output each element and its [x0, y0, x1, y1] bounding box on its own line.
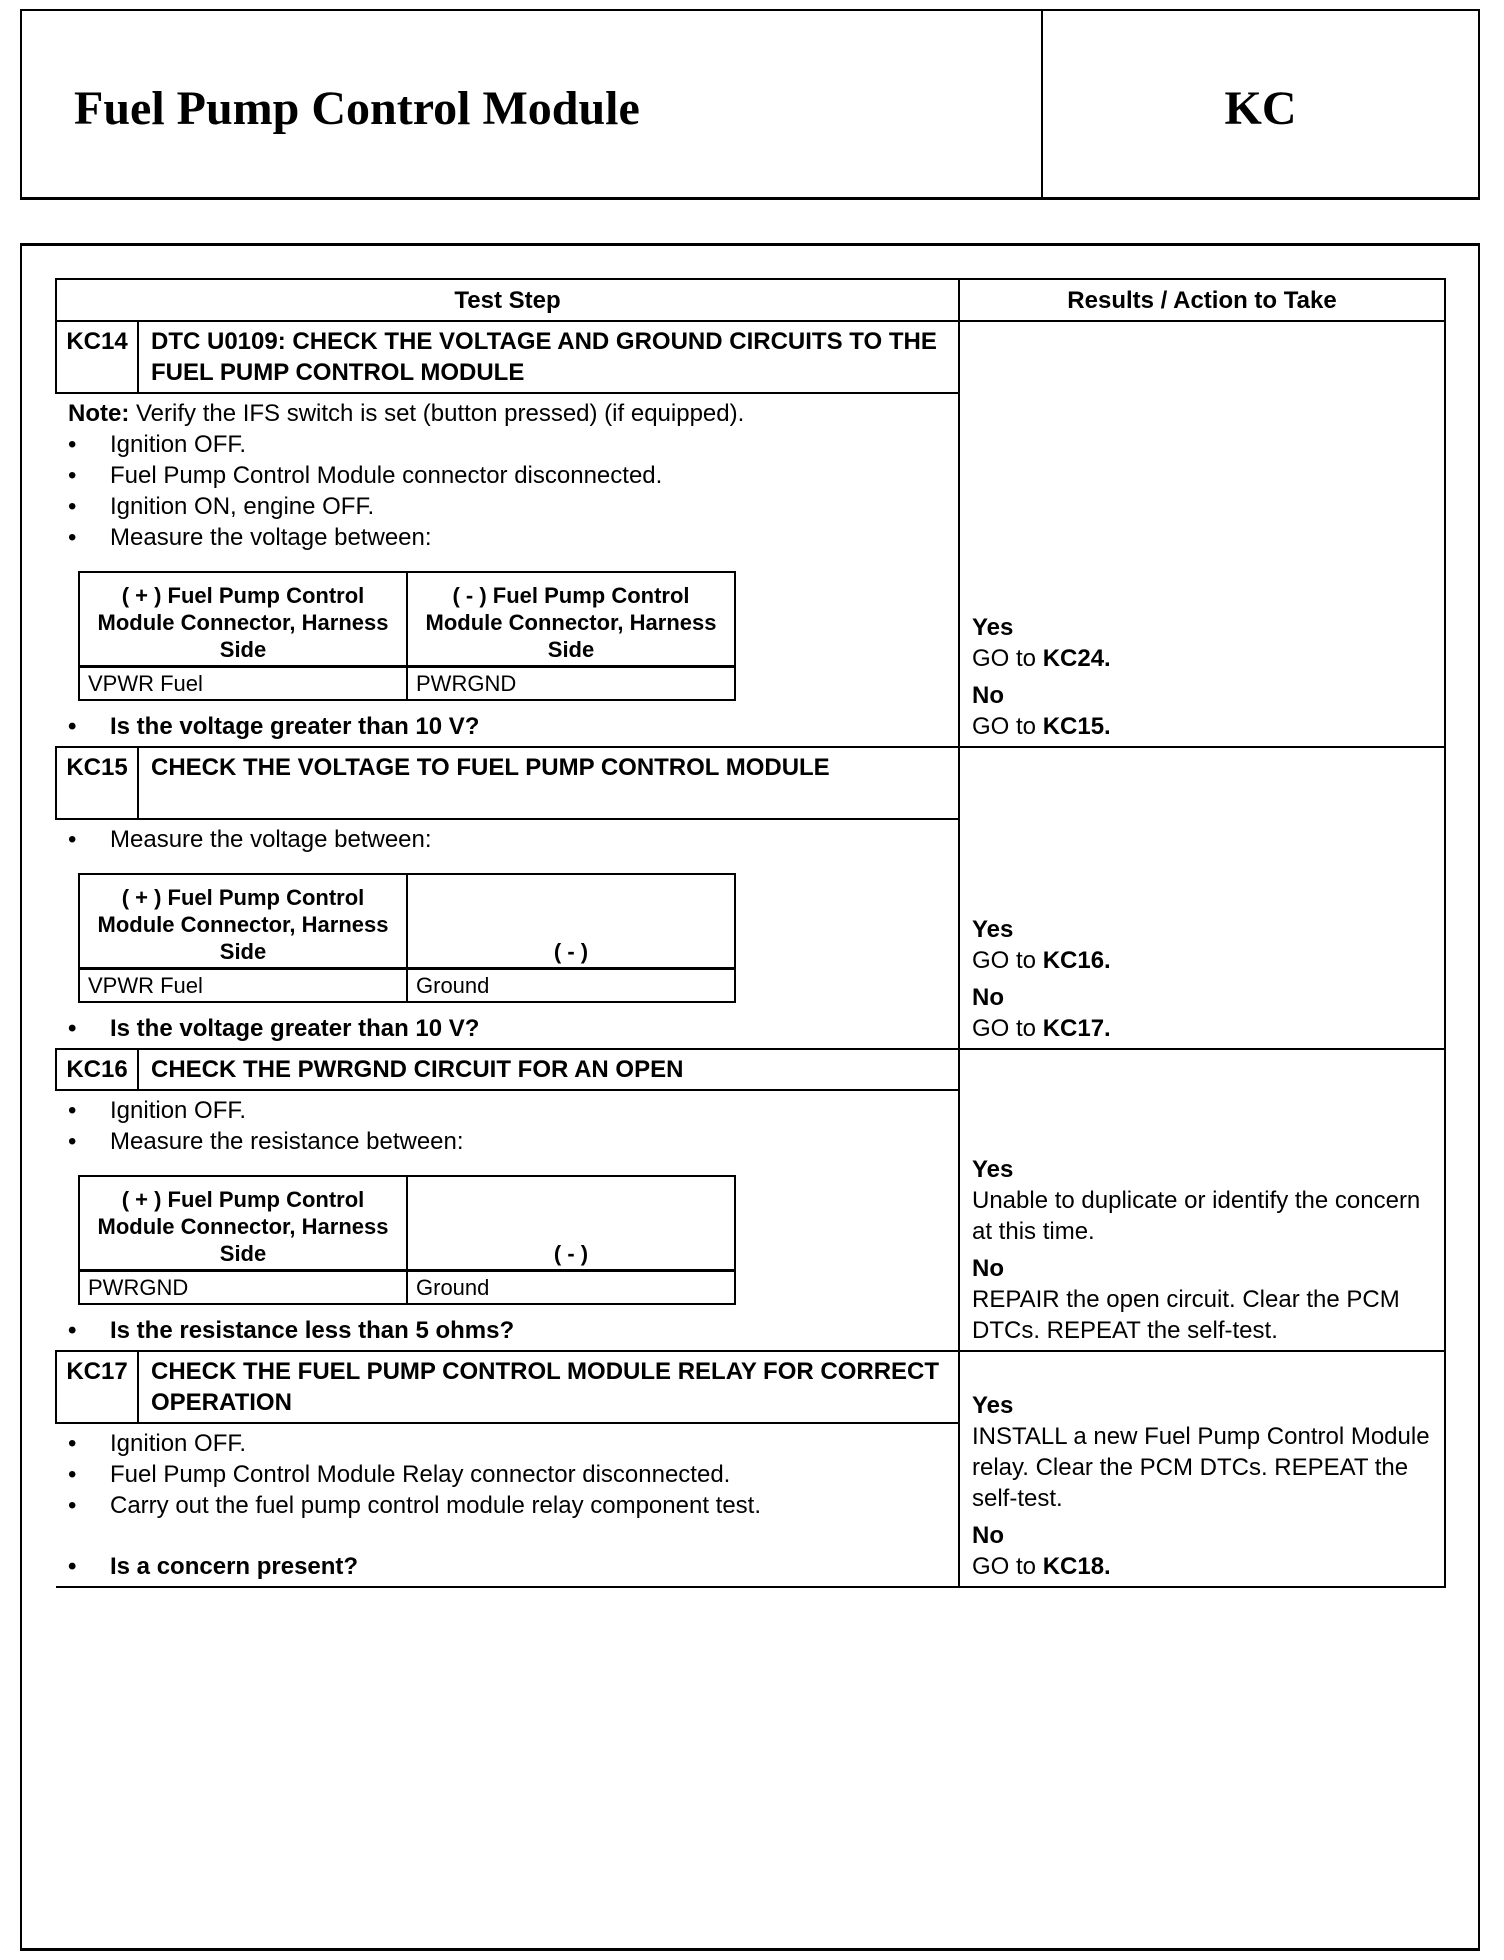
question-text: Is the resistance less than 5 ohms? — [110, 1317, 515, 1344]
bullet-icon: • — [68, 1128, 77, 1155]
question-text: Is a concern present? — [110, 1553, 359, 1580]
bullet-icon: • — [68, 1015, 77, 1042]
step-id: KC14 — [56, 321, 138, 393]
question-text: Is the voltage greater than 10 V? — [110, 713, 480, 740]
list-item — [68, 429, 948, 460]
list-item-text: Fuel Pump Control Module Relay connector disconnected. — [110, 1461, 731, 1488]
bullet-icon: • — [68, 1492, 77, 1519]
bullet-list — [68, 1095, 948, 1157]
step-results — [959, 1049, 1445, 1351]
measurement-table — [78, 571, 736, 701]
positive-header: ( + ) Fuel Pump Control Module Connector, Harness Side — [79, 572, 407, 667]
page-header — [20, 9, 1480, 200]
step-results — [959, 1351, 1445, 1587]
col-test-step: Test Step — [56, 279, 959, 321]
question — [68, 711, 948, 742]
negative-value: Ground — [407, 1271, 735, 1305]
no-label: No — [972, 1255, 1004, 1282]
bullet-icon: • — [68, 826, 77, 853]
list-item-text: Fuel Pump Control Module connector disconnected. — [110, 462, 663, 489]
list-item — [68, 491, 948, 522]
question — [68, 1013, 948, 1044]
step-id: KC17 — [56, 1351, 138, 1423]
step-title: CHECK THE PWRGND CIRCUIT FOR AN OPEN — [138, 1049, 959, 1090]
no-label: No — [972, 1522, 1004, 1549]
list-item-text: Ignition OFF. — [110, 1430, 247, 1457]
step-title: CHECK THE FUEL PUMP CONTROL MODULE RELAY FOR CORRECT OPERATION — [138, 1351, 959, 1423]
yes-goto-link[interactable]: KC16. — [1042, 947, 1111, 974]
negative-value: Ground — [407, 969, 735, 1003]
list-item-text: Ignition OFF. — [110, 431, 247, 458]
step-id: KC15 — [56, 747, 138, 819]
list-item-text: Carry out the fuel pump control module relay component test. — [110, 1492, 761, 1519]
list-item — [68, 1490, 948, 1521]
col-results: Results / Action to Take — [959, 279, 1445, 321]
list-item — [68, 1459, 948, 1490]
bullet-icon: • — [68, 524, 77, 551]
question — [68, 1551, 948, 1582]
bullet-icon: • — [68, 493, 77, 520]
list-item — [68, 1428, 948, 1459]
positive-value: PWRGND — [79, 1271, 407, 1305]
positive-value: VPWR Fuel — [79, 667, 407, 701]
list-item — [68, 522, 948, 553]
step-body — [56, 1423, 959, 1587]
positive-header: ( + ) Fuel Pump Control Module Connector, Harness Side — [79, 1176, 407, 1271]
step-title-row — [56, 1351, 1445, 1423]
bullet-icon: • — [68, 431, 77, 458]
list-item — [68, 1095, 948, 1126]
no-label: No — [972, 984, 1004, 1011]
bullet-list — [68, 1428, 948, 1521]
step-title: DTC U0109: CHECK THE VOLTAGE AND GROUND CIRCUITS TO THE FUEL PUMP CONTROL MODULE — [138, 321, 959, 393]
bullet-list — [68, 824, 948, 855]
bullet-icon: • — [68, 1097, 77, 1124]
yes-text: Unable to duplicate or identify the concern at this time. — [972, 1187, 1421, 1245]
yes-text: GO to — [972, 645, 1043, 672]
question — [68, 1315, 948, 1346]
measurement-table — [78, 873, 736, 1003]
step-results — [959, 321, 1445, 747]
table-header-row — [56, 279, 1445, 321]
note-label: Note: — [68, 400, 130, 427]
list-item-text: Ignition ON, engine OFF. — [110, 493, 375, 520]
positive-value: VPWR Fuel — [79, 969, 407, 1003]
no-goto-link[interactable]: KC18. — [1042, 1553, 1111, 1580]
question-text: Is the voltage greater than 10 V? — [110, 1015, 480, 1042]
list-item-text: Measure the resistance between: — [110, 1128, 464, 1155]
step-body — [56, 393, 959, 747]
no-text: GO to — [972, 1553, 1043, 1580]
list-item-text: Measure the voltage between: — [110, 524, 432, 551]
step-id: KC16 — [56, 1049, 138, 1090]
negative-header: ( - ) Fuel Pump Control Module Connector, Harness Side — [407, 572, 735, 667]
section-code: KC — [1224, 82, 1297, 135]
yes-label: Yes — [972, 916, 1014, 943]
yes-goto-link[interactable]: KC24. — [1042, 645, 1111, 672]
step-title-row — [56, 321, 1445, 393]
step-body — [56, 819, 959, 1049]
yes-text: GO to — [972, 947, 1043, 974]
negative-value: PWRGND — [407, 667, 735, 701]
no-label: No — [972, 682, 1004, 709]
no-goto-link[interactable]: KC15. — [1042, 713, 1111, 740]
page-title: Fuel Pump Control Module — [74, 82, 640, 135]
no-text: GO to — [972, 1015, 1043, 1042]
list-item — [68, 460, 948, 491]
no-text: GO to — [972, 713, 1043, 740]
bullet-list — [68, 429, 948, 553]
negative-header: ( - ) — [407, 874, 735, 969]
bullet-icon: • — [68, 1461, 77, 1488]
bullet-icon: • — [68, 1317, 77, 1344]
step-title-row — [56, 747, 1445, 819]
bullet-icon: • — [68, 1430, 77, 1457]
list-item-text: Ignition OFF. — [110, 1097, 247, 1124]
bullet-icon: • — [68, 462, 77, 489]
yes-label: Yes — [972, 614, 1014, 641]
bullet-icon: • — [68, 1553, 77, 1580]
step-results — [959, 747, 1445, 1049]
measurement-table — [78, 1175, 736, 1305]
yes-label: Yes — [972, 1156, 1014, 1183]
step-title-row — [56, 1049, 1445, 1090]
list-item — [68, 1126, 948, 1157]
positive-header: ( + ) Fuel Pump Control Module Connector, Harness Side — [79, 874, 407, 969]
note-text: Verify the IFS switch is set (button pressed) (if equipped). — [129, 400, 745, 427]
no-goto-link[interactable]: KC17. — [1042, 1015, 1111, 1042]
list-item-text: Measure the voltage between: — [110, 826, 432, 853]
negative-header: ( - ) — [407, 1176, 735, 1271]
note — [68, 398, 948, 429]
no-text: REPAIR the open circuit. Clear the PCM DTCs. REPEAT the self-test. — [972, 1286, 1400, 1344]
yes-label: Yes — [972, 1392, 1014, 1419]
step-body — [56, 1090, 959, 1351]
bullet-icon: • — [68, 713, 77, 740]
yes-text: INSTALL a new Fuel Pump Control Module relay. Clear the PCM DTCs. REPEAT the self-test. — [972, 1423, 1430, 1512]
list-item — [68, 824, 948, 855]
step-title: CHECK THE VOLTAGE TO FUEL PUMP CONTROL MODULE — [138, 747, 959, 819]
test-step-table — [55, 278, 1446, 1588]
